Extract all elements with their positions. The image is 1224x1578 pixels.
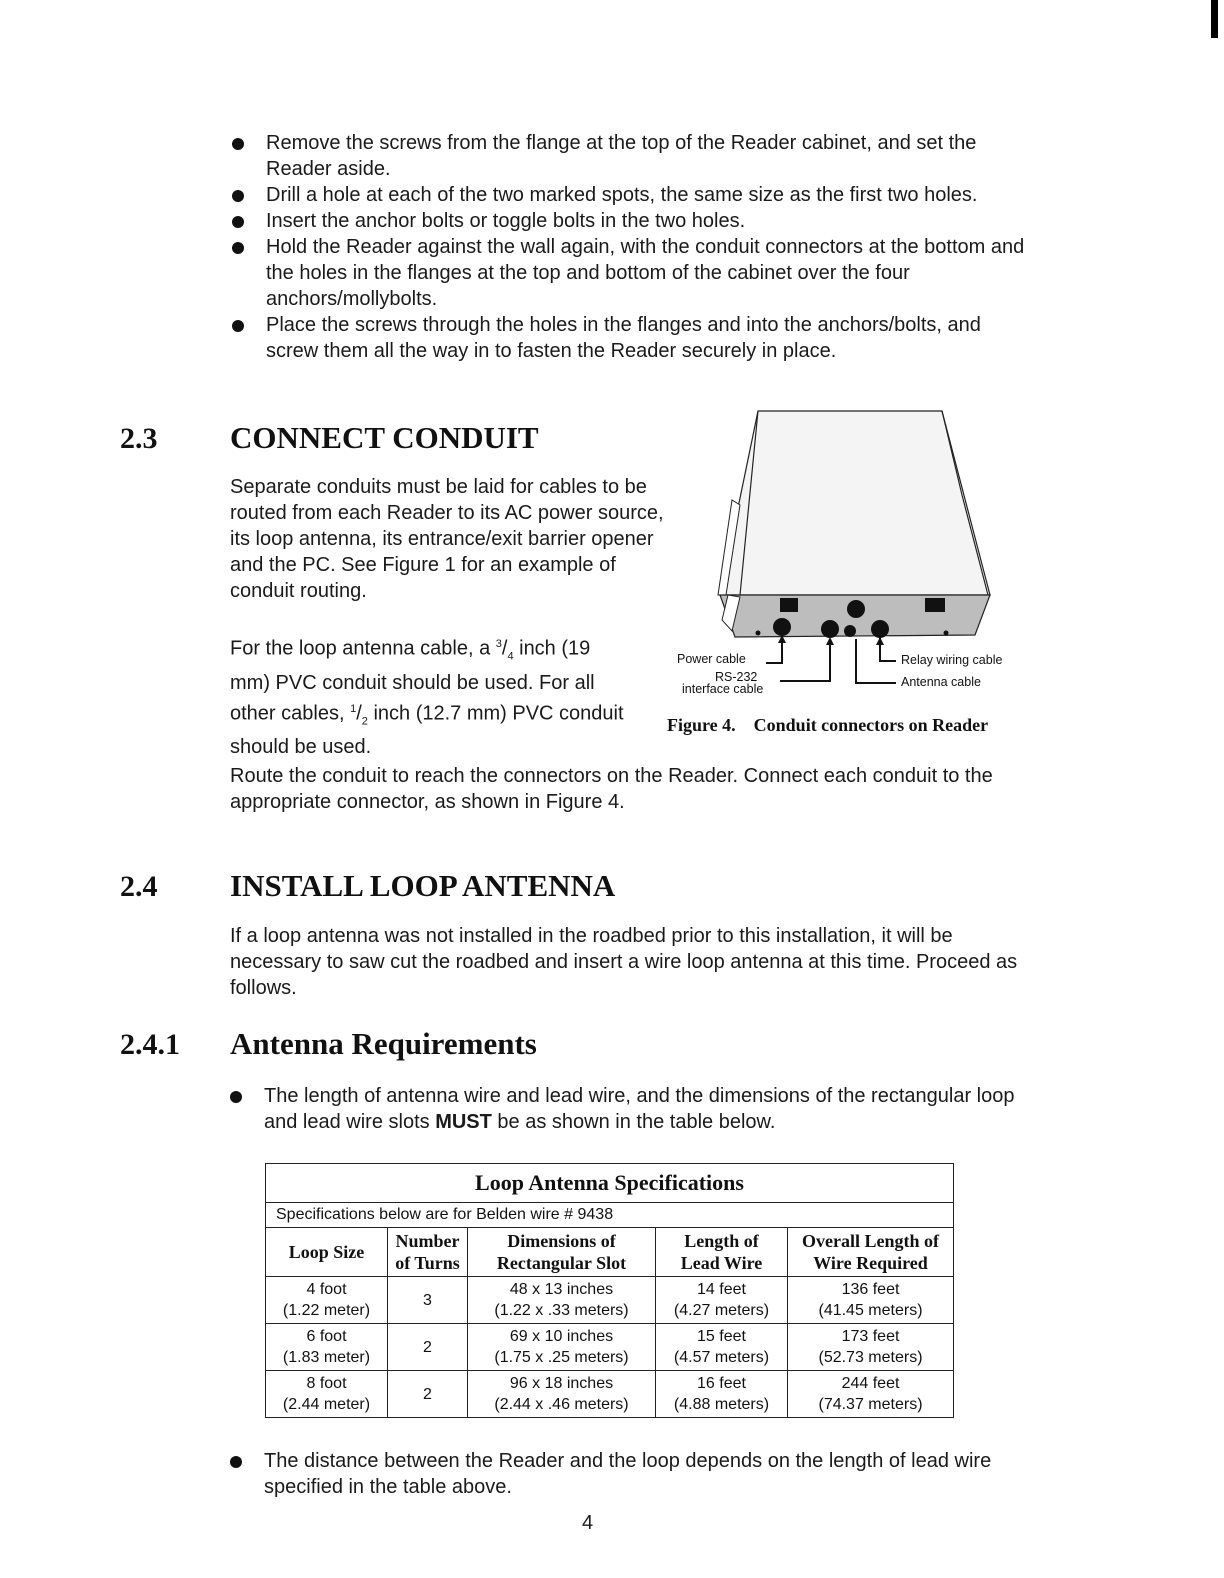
connector-icon xyxy=(780,598,798,612)
connector-icon xyxy=(871,620,889,638)
connector-icon xyxy=(925,598,945,612)
section-number: 2.4 xyxy=(120,870,158,903)
column-header: Number of Turns xyxy=(388,1228,468,1277)
table-header-row xyxy=(266,1228,954,1277)
section-number: 2.4.1 xyxy=(120,1028,180,1061)
table-cell: 173 feet (52.73 meters) xyxy=(788,1324,954,1371)
table-cell: 16 feet (4.88 meters) xyxy=(656,1371,788,1418)
relay-cable-label: Relay wiring cable xyxy=(901,653,1003,667)
bullet-icon xyxy=(232,216,244,228)
connector-icon xyxy=(821,620,839,638)
table-title: Loop Antenna Specifications xyxy=(266,1164,954,1203)
list-item: Remove the screws from the flange at the top of the Reader cabinet, and set the Reader aside. xyxy=(232,130,1032,182)
table-cell: 69 x 10 inches (1.75 x .25 meters) xyxy=(468,1324,656,1371)
column-header: Overall Length of Wire Required xyxy=(788,1228,954,1277)
list-item: Drill a hole at each of the two marked spots, the same size as the first two holes. xyxy=(232,182,1032,208)
list-item: Insert the anchor bolts or toggle bolts in the two holes. xyxy=(232,208,1032,234)
bullet-icon xyxy=(232,242,244,254)
bullet-icon xyxy=(230,1091,242,1103)
connector-icon xyxy=(844,625,856,637)
column-header: Loop Size xyxy=(266,1228,388,1277)
column-header: Dimensions of Rectangular Slot xyxy=(468,1228,656,1277)
table-cell: 2 xyxy=(388,1371,468,1418)
list-item: The distance between the Reader and the loop depends on the length of lead wire specified in the table above. xyxy=(230,1448,1010,1500)
section-number: 2.3 xyxy=(120,422,158,455)
section-title: INSTALL LOOP ANTENNA xyxy=(230,868,616,903)
table-note: Specifications below are for Belden wire # 9438 xyxy=(266,1203,954,1228)
figure-caption: Figure 4. Conduit connectors on Reader xyxy=(667,715,989,735)
connector-icon xyxy=(847,600,865,618)
list-item: Hold the Reader against the wall again, with the conduit connectors at the bottom and the holes in the flanges at the top and bottom of the cabinet over the four anchors/mollybolts. xyxy=(232,234,1032,312)
scan-edge-mark xyxy=(1211,0,1218,38)
bullet-icon xyxy=(232,320,244,332)
intro-bullet-list xyxy=(232,130,1032,364)
table-cell: 48 x 13 inches (1.22 x .33 meters) xyxy=(468,1277,656,1324)
leader-line xyxy=(780,639,830,681)
reader-figure xyxy=(670,405,1030,705)
paragraph: Separate conduits must be laid for cables to be routed from each Reader to its AC power source, its loop antenna, its entrance/exit barrier opener and the PC. See Figure 1 for an example of conduit routing. xyxy=(230,476,664,602)
paragraph: For the loop antenna cable, a $^3/_4$ inch (19 mm) PVC conduit should be used. For all other cables, $^1/_2$ inch (12.7 mm) PVC conduit should be used. xyxy=(230,637,624,759)
table-cell: 6 foot (1.83 meter) xyxy=(266,1324,388,1371)
bullet-icon xyxy=(230,1456,242,1468)
table-cell: 96 x 18 inches (2.44 x .46 meters) xyxy=(468,1371,656,1418)
requirement-bullet-list xyxy=(230,1083,1020,1135)
connector-icon xyxy=(773,618,791,636)
table-cell: 8 foot (2.44 meter) xyxy=(266,1371,388,1418)
leader-line xyxy=(880,637,896,661)
rs232-label: interface cable xyxy=(682,682,764,696)
cabinet-body-outline xyxy=(720,411,990,595)
bullet-icon xyxy=(232,138,244,150)
power-cable-label: Power cable xyxy=(677,652,746,666)
table-cell: 2 xyxy=(388,1324,468,1371)
table-cell: 136 feet (41.45 meters) xyxy=(788,1277,954,1324)
table-cell: 3 xyxy=(388,1277,468,1324)
table-cell: 4 foot (1.22 meter) xyxy=(266,1277,388,1324)
bullet-icon xyxy=(232,190,244,202)
table-cell: 244 feet (74.37 meters) xyxy=(788,1371,954,1418)
column-header: Length of Lead Wire xyxy=(656,1228,788,1277)
table-cell: 14 feet (4.27 meters) xyxy=(656,1277,788,1324)
antenna-cable-label: Antenna cable xyxy=(901,675,981,689)
loop-antenna-spec-table xyxy=(265,1163,954,1418)
table-row xyxy=(266,1324,954,1371)
section-title: Antenna Requirements xyxy=(230,1026,537,1061)
distance-bullet-list xyxy=(230,1448,1010,1500)
paragraph: If a loop antenna was not installed in the roadbed prior to this installation, it will be necessary to saw cut the roadbed and insert a wire loop antenna at this time. Proceed as follows. xyxy=(230,925,1018,999)
rs232-label: RS-232 xyxy=(715,670,758,684)
page-number: 4 xyxy=(582,1512,594,1534)
table-row xyxy=(266,1277,954,1324)
list-item: The length of antenna wire and lead wire, and the dimensions of the rectangular loop and lead wire slots MUST be as shown in the table below. xyxy=(230,1083,1020,1135)
table-row xyxy=(266,1371,954,1418)
paragraph: Route the conduit to reach the connectors on the Reader. Connect each conduit to the appropriate connector, as shown in Figure 4. xyxy=(230,765,993,813)
table-cell: 15 feet (4.57 meters) xyxy=(656,1324,788,1371)
list-item: Place the screws through the holes in the flanges and into the anchors/bolts, and screw them all the way in to fasten the Reader securely in place. xyxy=(232,312,1032,364)
section-title: CONNECT CONDUIT xyxy=(230,420,539,455)
